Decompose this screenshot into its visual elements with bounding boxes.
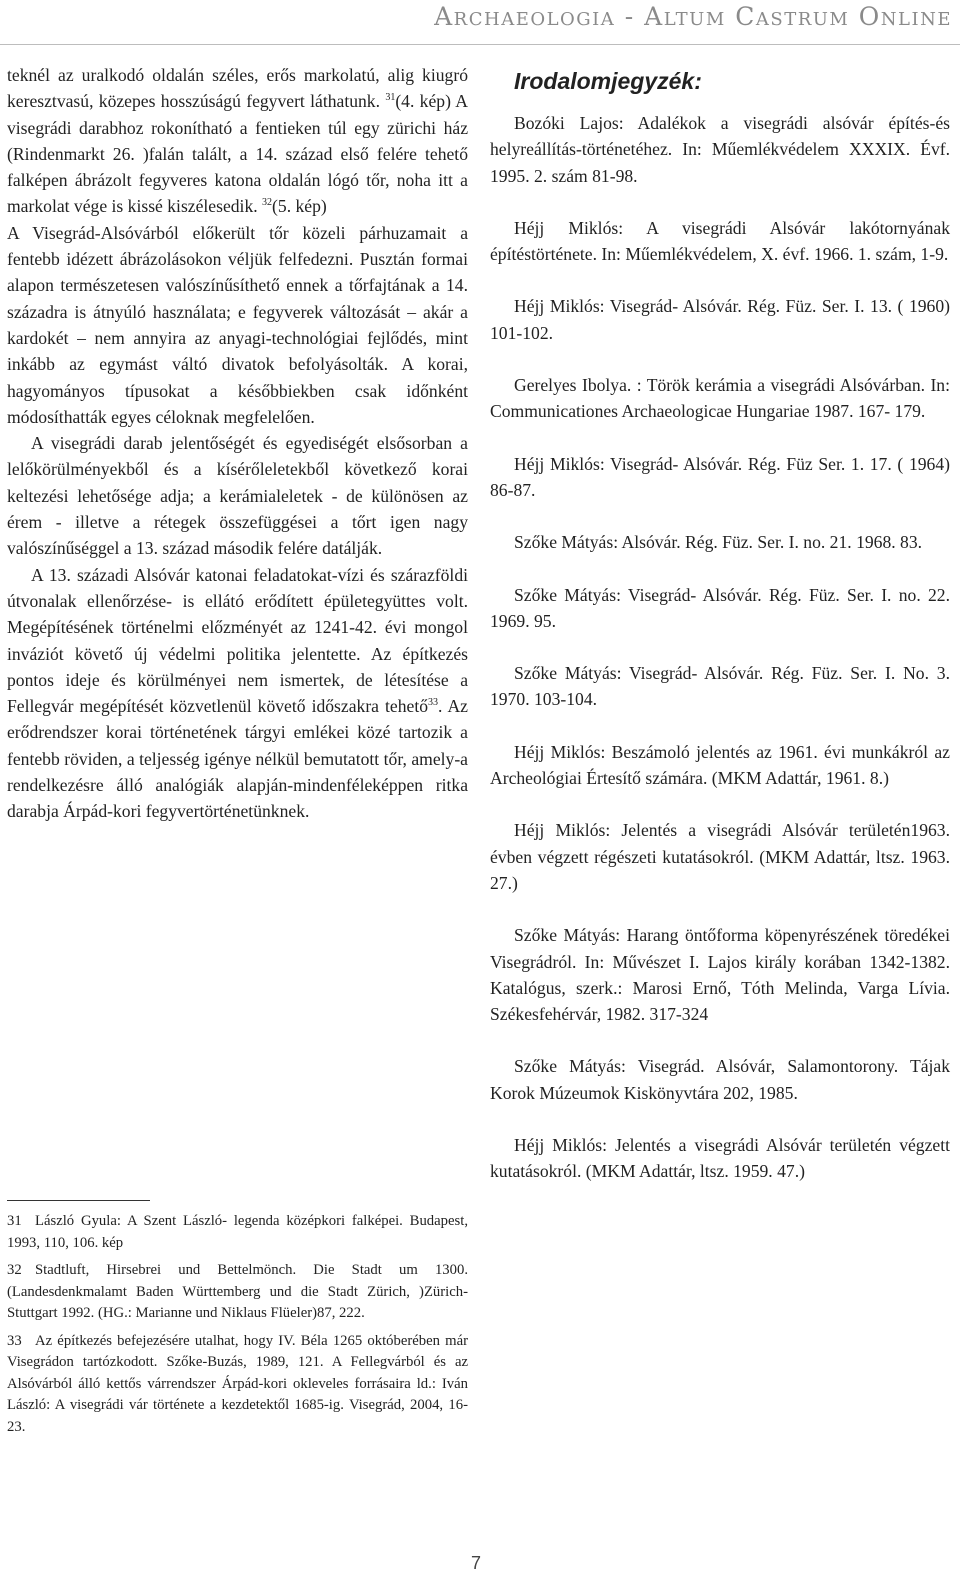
main-text-column: [7, 62, 468, 825]
bibliography-entry: Szőke Mátyás: Visegrád- Alsóvár. Rég. Füz. Ser. I. no. 22. 1969. 95.: [490, 584, 950, 631]
footnote-number: 33: [7, 1332, 22, 1349]
bibliography-heading: Irodalomjegyzék:: [514, 68, 702, 94]
paragraph-text: A visegrádi darab jelentőségét és egyediségét elsősorban a lelőkörülményekből és a kísérőleletekből következő korai keltezési lehetősége adja; a kerámialeletek - de különösen az érem - illetve a rétegek összefüggései a tőrt igen nagy valószínűséggel a 13. század második felére datálják.: [7, 433, 468, 559]
body-paragraph: [7, 220, 468, 430]
footnote: [7, 1331, 468, 1439]
footnote-text: Stadtluft, Hirsebrei und Bettelmönch. Die Stadt um 1300. (Landesdenkmalamt Baden Württemberg und die Stadt Zürich, )Zürich-Stuttgart 1992. (HG.: Marianne und Niklaus Flüeler)87, 222.: [7, 1262, 468, 1321]
body-paragraph: [7, 430, 468, 561]
bibliography-entry: Héjj Miklós: Visegrád- Alsóvár. Rég. Füz. Ser. I. 13. ( 1960) 101-102.: [490, 296, 950, 343]
body-paragraph: [7, 62, 468, 220]
body-paragraph: [7, 562, 468, 825]
journal-title: Archaeologia - Altum Castrum Online: [434, 2, 952, 31]
bibliography-entry: Héjj Miklós: A visegrádi Alsóvár lakótornyának építéstörténete. In: Műemlékvédelem, X. évf. 1966. 1. szám, 1-9.: [490, 217, 950, 265]
bibliography-column: [490, 66, 950, 1211]
footnote: [7, 1260, 468, 1325]
bibliography-entry: Szőke Mátyás: Alsóvár. Rég. Füz. Ser. I. no. 21. 1968. 83.: [514, 532, 923, 553]
page-header: [0, 0, 960, 44]
footnote-number: 31: [7, 1213, 22, 1229]
footnote-ref: 32: [262, 197, 273, 209]
bibliography-entry: Héjj Miklós: Jelentés a visegrádi Alsóvár területén végzett kutatásokról. (MKM Adattár, ltsz. 1959. 47.): [490, 1135, 950, 1182]
footnote: [7, 1211, 468, 1254]
bibliography-entry: Szőke Mátyás: Harang öntőforma köpenyrészének töredékei Visegrádról. In: Művészet I. Lajos király korában 1342-1382. Katalógus, szerk.: Marosi Ernő, Tóth Melinda, Varga Lívia. Székesfehérvár, 1982. 317-324: [490, 925, 950, 1025]
footnote-divider: [7, 1200, 150, 1201]
footnote-ref: 33: [428, 697, 439, 709]
paragraph-text: teknél az uralkodó oldalán széles, erős markolatú, alig kiugró keresztvasú, közepes hosszúságú fegyvert láthatunk.: [7, 65, 468, 112]
bibliography-entry: Héjj Miklós: Visegrád- Alsóvár. Rég. Füz Ser. 1. 17. ( 1964) 86-87.: [490, 453, 950, 500]
footnote-ref: 31: [385, 92, 396, 104]
paragraph-text: (5. kép): [272, 196, 327, 217]
footnote-number: 32: [7, 1262, 22, 1278]
page-number: 7: [471, 1553, 482, 1573]
footnote-text: László Gyula: A Szent László- legenda középkori falképei. Budapest, 1993, 110, 106. kép: [7, 1213, 468, 1251]
bibliography-entry: Bozóki Lajos: Adalékok a visegrádi alsóvár építés-és helyreállítás-történetéhez. In: Műemlékvédelem XXXIX. Évf. 1995. 2. szám 81-98.: [490, 113, 950, 186]
paragraph-text: A 13. századi Alsóvár katonai feladatokat-vízi és szárazföldi útvonalak ellenőrzése- is ellátó erődített épületegyüttes volt. Megépítésének történelmi előzményét az 1241-42. évi mongol inváziót követő új védelmi politika jelentette. Az építkezés pontos ideje és körülményei nem ismertek, de létesítése a Fellegvár megépítését közvetlenül követő időszakra tehető: [7, 564, 468, 717]
footnote-text: Az építkezés befejezésére utalhat, hogy IV. Béla 1265 októberében már Visegrádon tartózkodott. Szőke-Buzás, 1989, 121. A Fellegvárból és az Alsóvárból álló kettős várrendszer Árpád-kori okleveles forrásaira ld.: Iván László: A visegrádi vár története a kezdetektől 1685-ig. Visegrád, 2004, 16-23.: [7, 1332, 468, 1435]
paragraph-text: A Visegrád-Alsóvárból előkerült tőr közeli párhuzamait a fentebb idézett ábrázolásokon véljük felfedezni. Pusztán formai alapon természetesen valószínűsíthető ennek a tőrfajtának a 14. századra is átnyúló használata; e fegyverek változását – akár a kardokét – nem annyira az anyagi-technológiai fejlődés, mint inkább az egymást váltó divatok befolyásolták. A korai, hagyományos típusokat a későbbiekben csak időnként módosíthatták egyes céloknak megfelelően.: [7, 222, 468, 427]
bibliography-list: [490, 110, 950, 1185]
bibliography-entry: Héjj Miklós: Jelentés a visegrádi Alsóvár területén1963. évben végzett régészeti kutatásokról. (MKM Adattár, ltsz. 1963. 27.): [490, 820, 950, 893]
bibliography-entry: Szőke Mátyás: Visegrád. Alsóvár, Salamontorony. Tájak Korok Múzeumok Kiskönyvtára 202, 1985.: [490, 1056, 950, 1103]
paragraph-text: . Az erődrendszer korai történetének tárgyi emlékei közé tartozik a fentebb röviden, a teljesség igénye nélkül bemutatott tőr, amely-a rendelkezésre álló analógiák alapján-mindenféleképpen ritka darabja Árpád-kori fegyvertörténetünknek.: [7, 696, 468, 822]
footnotes: [7, 1211, 468, 1444]
header-divider: [0, 44, 960, 45]
bibliography-entry: Gerelyes Ibolya. : Török kerámia a visegrádi Alsóvárban. In: Communicationes Archaeologicae Hungariae 1987. 167- 179.: [490, 375, 950, 422]
paragraph-text: (4. kép) A visegrádi darabhoz rokonítható a fentieken túl egy zürichi ház (Rindenmarkt 26. )falán talált, a 14. század első felére tehető falképen ábrázolt fegyveres katona oldalán lógó tőr, noha itt a markolat vége is kissé kiszélesedik.: [7, 91, 468, 217]
bibliography-entry: Szőke Mátyás: Visegrád- Alsóvár. Rég. Füz. Ser. I. No. 3. 1970. 103-104.: [490, 663, 950, 710]
bibliography-entry: Héjj Miklós: Beszámoló jelentés az 1961. évi munkákról az Archeológiai Értesítő számára. (MKM Adattár, 1961. 8.): [490, 741, 950, 789]
